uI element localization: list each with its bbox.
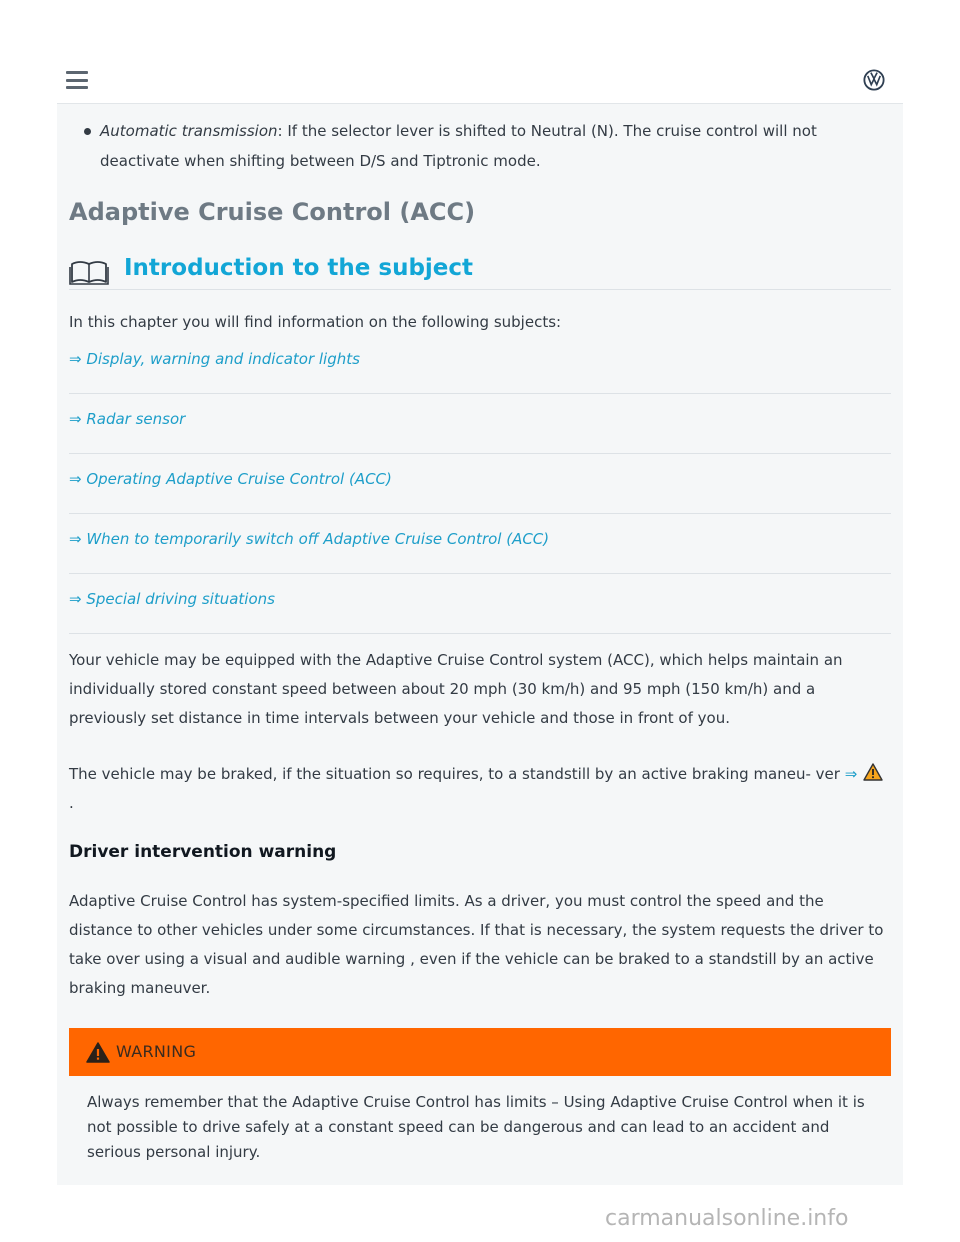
warning-triangle-icon xyxy=(86,1042,110,1063)
bullet-item xyxy=(69,116,891,176)
subsection-title: Introduction to the subject xyxy=(124,255,474,281)
braking-note xyxy=(69,760,891,818)
warning-label: WARNING xyxy=(116,1042,197,1061)
list-item xyxy=(69,394,891,454)
warning-triangle-icon[interactable] xyxy=(863,763,883,781)
top-bar xyxy=(0,0,960,103)
subsection-header xyxy=(69,255,891,290)
bullet-text xyxy=(69,116,891,176)
braking-note-text: The vehicle may be braked, if the situation so requires, to a standstill by an active braking maneu- ver xyxy=(69,765,840,783)
list-item xyxy=(69,574,891,634)
book-icon xyxy=(69,259,109,285)
bullet-lead: Automatic transmission xyxy=(100,122,278,140)
warning-link-arrow[interactable]: ⇒ xyxy=(844,765,858,783)
link-switch-off-acc[interactable]: ⇒ When to temporarily switch off Adaptive Cruise Control (ACC) xyxy=(69,530,550,548)
warning-box xyxy=(69,1028,891,1185)
list-item xyxy=(69,514,891,574)
link-special-situations[interactable]: ⇒ Special driving situations xyxy=(69,590,275,608)
acc-description: Your vehicle may be equipped with the Adaptive Cruise Control system (ACC), which helps maintain an individually stored constant speed between about 20 mph (30 km/h) and 95 mph (150 km/h) and a previously set distance in time intervals between your vehicle and those in front of you. xyxy=(69,651,843,727)
warning-header xyxy=(69,1028,891,1076)
intro-text: In this chapter you will find information on the following subjects: xyxy=(69,313,562,331)
subject-link-list xyxy=(69,334,891,634)
link-display-warning-lights[interactable]: ⇒ Display, warning and indicator lights xyxy=(69,350,360,368)
list-item xyxy=(69,454,891,514)
link-radar-sensor[interactable]: ⇒ Radar sensor xyxy=(69,410,186,428)
section-title: Adaptive Cruise Control (ACC) xyxy=(69,198,476,226)
link-operating-acc[interactable]: ⇒ Operating Adaptive Cruise Control (ACC) xyxy=(69,470,392,488)
warning-body: Always remember that the Adaptive Cruise Control has limits – Using Adaptive Cruise Control when it is not possible to drive safely at a constant speed can be dangerous and can lead to an accident and serious personal injury. xyxy=(87,1093,865,1161)
watermark: carmanualsonline.info xyxy=(605,1206,849,1231)
driver-intervention-text: Adaptive Cruise Control has system-specified limits. As a driver, you must control the speed and the distance to other vehicles under some circumstances. If that is necessary, the system requests the driver to take over using a visual and audible warning , even if the vehicle can be braked to a standstill by an active braking maneuver. xyxy=(69,892,884,997)
list-item xyxy=(69,334,891,394)
menu-icon[interactable] xyxy=(66,71,88,89)
braking-note-end: . xyxy=(69,794,74,812)
driver-intervention-heading: Driver intervention warning xyxy=(69,842,337,862)
bullet-dot-icon xyxy=(84,128,91,135)
bullet-rest: : If the selector lever is shifted to Neutral (N). The cruise control will not deactivate when shifting between D/S and Tiptronic mode. xyxy=(100,122,817,170)
vw-logo-icon[interactable] xyxy=(863,69,885,91)
content-panel xyxy=(57,103,903,1185)
